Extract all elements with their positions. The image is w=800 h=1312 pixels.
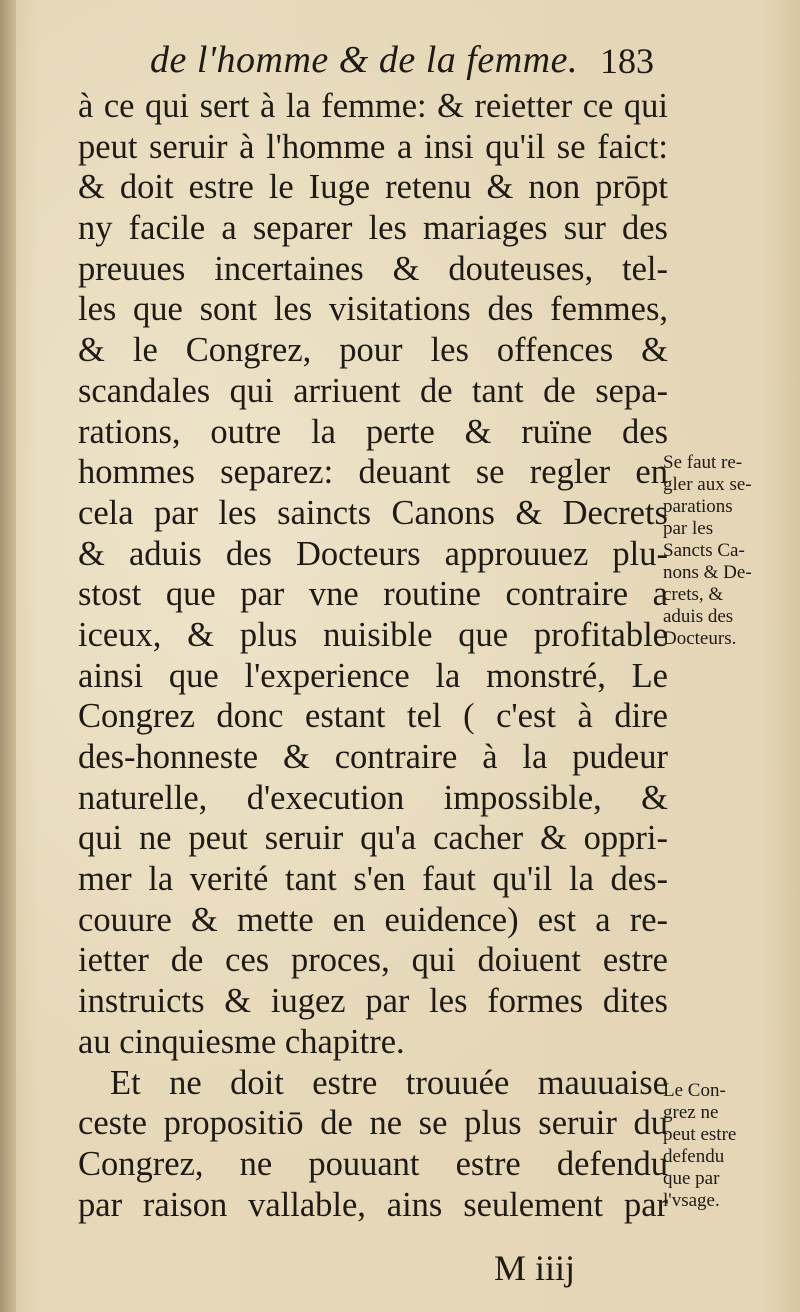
text-line: & doit estre le Iuge retenu & non prōpt xyxy=(78,168,668,207)
text-line-paragraph-start: Et ne doit estre trouuée mauuaise xyxy=(110,1063,668,1102)
text-line: cela par les saincts Canons & Decrets xyxy=(78,493,668,532)
text-line: scandales qui arriuent de tant de sepa- xyxy=(78,371,668,410)
text-line: iceux, & plus nuisible que profitable xyxy=(78,615,668,654)
margin-note-line: crets, & xyxy=(663,584,724,605)
text-line: & aduis des Docteurs approuuez plu- xyxy=(78,534,668,573)
text-line: par raison vallable, ains seulement par xyxy=(78,1185,668,1224)
text-line: Congrez donc estant tel ( c'est à dire xyxy=(78,697,668,736)
margin-note-line: Docteurs. xyxy=(663,628,737,649)
text-line: au cinquiesme chapitre. xyxy=(78,1022,405,1061)
text-line: naturelle, d'execution impossible, & xyxy=(78,778,668,817)
text-line: mer la verité tant s'en faut qu'il la des- xyxy=(78,860,668,899)
text-line: couure & mette en euidence) est a re- xyxy=(78,900,668,939)
margin-note-line: par les xyxy=(663,518,714,539)
text-line: ietter de ces proces, qui doiuent estre xyxy=(78,941,668,980)
text-line: rations, outre la perte & ruïne des xyxy=(78,412,668,451)
margin-note-line: nons & De- xyxy=(663,562,752,583)
text-line: Congrez, ne pouuant estre defendu xyxy=(78,1144,668,1183)
text-line: preuues incertaines & douteuses, tel- xyxy=(78,249,668,288)
text-line: & le Congrez, pour les offences & xyxy=(78,331,668,370)
margin-note xyxy=(663,1080,793,1212)
margin-note-line: Se faut re- xyxy=(663,452,743,473)
page-gutter xyxy=(0,0,16,1312)
running-head: de l'homme & de la femme. xyxy=(150,39,578,81)
margin-note-line: gler aux se- xyxy=(663,474,752,495)
text-line: ceste propositiō de ne se plus seruir du xyxy=(78,1104,668,1143)
text-line: à ce qui sert à la femme: & reietter ce qui xyxy=(78,87,668,125)
page-number: 183 xyxy=(600,41,654,81)
text-line: instruicts & iugez par les formes dites xyxy=(78,982,668,1021)
margin-note-line: Le Con- xyxy=(663,1080,726,1101)
text-line: des-honneste & contraire à la pudeur xyxy=(78,738,668,776)
text-line: ainsi que l'experience la monstré, Le xyxy=(78,656,668,695)
margin-note-line: grez ne xyxy=(663,1102,719,1123)
margin-note xyxy=(663,452,793,650)
margin-note-line: Sancts Ca- xyxy=(663,540,745,561)
signature-mark: M iiij xyxy=(494,1248,576,1288)
margin-note-line: que par xyxy=(663,1168,720,1189)
text-line: peut seruir à l'homme a insi qu'il se faict: xyxy=(78,127,668,166)
text-line: stost que par vne routine contraire a xyxy=(78,575,668,614)
text-line: ny facile a separer les mariages sur des xyxy=(78,209,668,248)
text-line: hommes separez: deuant se regler en xyxy=(78,453,668,492)
body-text xyxy=(78,86,668,1225)
text-line: qui ne peut seruir qu'a cacher & oppri- xyxy=(78,819,668,858)
margin-note-line: aduis des xyxy=(663,606,734,627)
text-line: les que sont les visitations des femmes, xyxy=(78,290,668,329)
margin-note-line: parations xyxy=(663,496,733,517)
margin-note-line: l'vsage. xyxy=(663,1190,720,1211)
margin-note-line: defendu xyxy=(663,1146,725,1167)
margin-note-line: peut estre xyxy=(663,1124,737,1145)
